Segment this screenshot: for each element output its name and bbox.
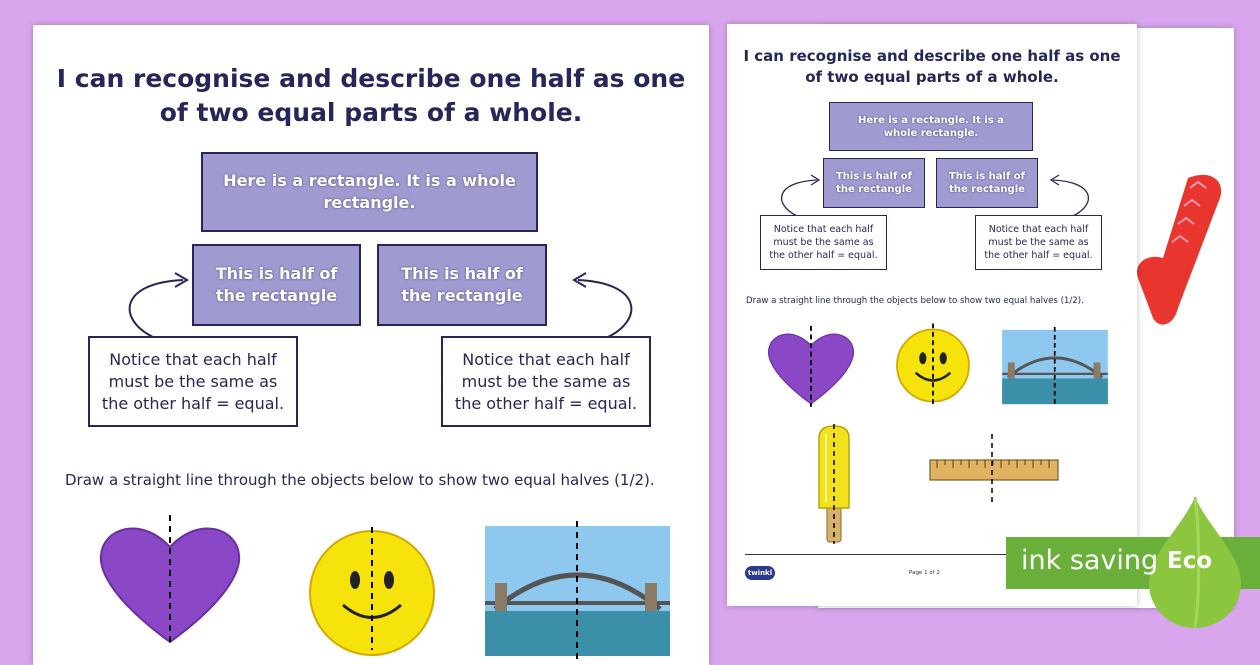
small-half-right-text: This is half of the rectangle	[948, 171, 1025, 195]
small-half-box-right	[936, 158, 1038, 208]
small-title-line-2: of two equal parts of a whole.	[805, 68, 1059, 86]
small-half-box-left	[823, 158, 925, 208]
worksheet-title	[33, 62, 709, 130]
smiley-face-icon	[307, 525, 437, 650]
small-whole-rectangle-text: Here is a rectangle. It is a whole rectangle.	[858, 114, 1004, 139]
small-heart-icon	[765, 324, 857, 410]
heart-icon	[95, 517, 245, 647]
worksheet-small	[727, 24, 1137, 606]
harbour-bridge-picture	[485, 521, 670, 661]
title-line-2: of two equal parts of a whole.	[159, 98, 583, 127]
arrow-left-icon	[113, 265, 203, 340]
small-arrow-left-icon	[771, 172, 831, 217]
worksheet-large	[33, 25, 709, 665]
arrow-right-icon	[558, 265, 648, 340]
small-worksheet-title	[727, 46, 1137, 88]
half-box-right	[377, 244, 547, 326]
small-note-left-text: Notice that each half must be the same as the other half = equal.	[769, 224, 878, 261]
eco-label: Eco	[1167, 548, 1213, 574]
note-right-text: Notice that each half must be the same as the other half = equal.	[454, 349, 638, 413]
note-left-text: Notice that each half must be the same as the other half = equal.	[101, 349, 285, 413]
small-half-left-text: This is half of the rectangle	[835, 171, 912, 195]
small-note-right-text: Notice that each half must be the same as the other half = equal.	[984, 224, 1093, 261]
title-line-1: I can recognise and describe one half as one	[56, 64, 686, 93]
instruction-text: Draw a straight line through the objects below to show two equal halves (1/2).	[65, 471, 655, 489]
small-smiley-face-icon	[894, 322, 972, 406]
small-arrow-right-icon	[1039, 172, 1099, 217]
half-box-left	[192, 244, 361, 326]
whole-rectangle-text: Here is a rectangle. It is a whole rectangle.	[223, 171, 516, 212]
small-note-box-left	[760, 215, 887, 270]
small-instruction-text: Draw a straight line through the objects below to show two equal halves (1/2).	[746, 296, 1084, 306]
small-harbour-bridge-picture	[1000, 327, 1110, 407]
ruler-icon	[929, 434, 1059, 504]
ink-saving-label: ink saving	[1021, 545, 1159, 576]
half-right-text: This is half of the rectangle	[401, 264, 523, 305]
twinkl-logo-text: twinkl	[747, 569, 773, 577]
half-left-text: This is half of the rectangle	[215, 264, 338, 305]
ice-lolly-icon	[816, 424, 852, 544]
small-whole-rectangle-box	[829, 102, 1033, 151]
whole-rectangle-box	[201, 152, 538, 232]
small-note-box-right	[975, 215, 1102, 270]
twinkl-logo	[745, 566, 775, 580]
note-box-left	[88, 336, 298, 427]
note-box-right	[441, 336, 651, 427]
page-number: Page 1 of 2	[909, 570, 940, 576]
small-title-line-1: I can recognise and describe one half as one	[743, 47, 1121, 65]
